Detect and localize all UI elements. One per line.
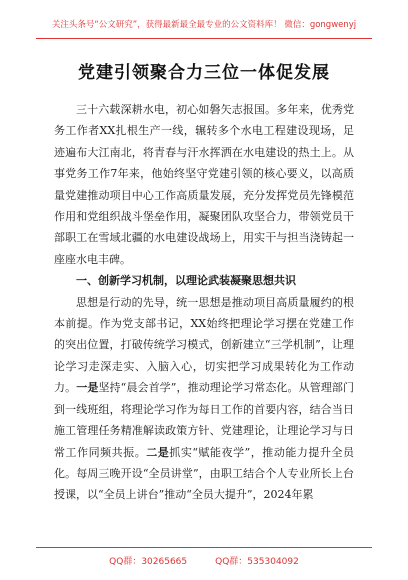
footer-divider xyxy=(36,547,372,548)
point-one-text: 坚持“晨会首学”，推动理论学习常态化。从管理部门到一线班组，将理论学习作为每日工作的首要内容，结合当日施工管理任务精准解读政策方针、党建理论，让理论学习与日常工作同频共振。 xyxy=(54,381,355,459)
point-two-marker: 二是 xyxy=(146,445,170,459)
document-title: 党建引领聚合力三位一体促发展 xyxy=(78,63,330,83)
section-heading-1: 一、创新学习机制，以理论武装凝聚思想共识 xyxy=(76,274,296,288)
footer xyxy=(0,552,408,572)
paragraph-section-1 xyxy=(54,292,354,506)
paragraph-section-1-lead: 思想是行动的先导，统一思想是推动项目高质量履约的根本前提。作为党支部书记，XX始终把理论学习摆在党建工作的突出位置，打破传统学习模式，创新建立“三学机制”，让理论学习走深走实、入脑入心，切实把学习成果转化为工作动力。 xyxy=(54,295,354,395)
point-one-marker: 一是 xyxy=(76,381,99,395)
header-banner: 关注头条号“公文研究”，获得最新最全最专业的公文资料库！ 微信：gongwenyj xyxy=(51,20,357,30)
footer-qq-group-2: QQ群：535304092 xyxy=(215,557,299,567)
point-two-text: 抓实“赋能夜学”，推动能力提升全员化。每周三晚开设“全员讲堂”，由职工结合个人专业所长上台授课，以“全员上讲台”推动“全员大提升”，2024年累 xyxy=(54,445,355,502)
footer-qq-group-1: QQ群：30265665 xyxy=(109,557,188,567)
paragraph-intro: 三十六载深耕水电，初心如磐矢志报国。多年来，优秀党务工作者XX扎根生产一线，辗转多个水电工程建设现场，足迹遍布大江南北，将青春与汗水挥洒在水电建设的热土上。从事党务工作7年来，他始终坚守党建引领的核心要义，以高质量党建推动项目中心工作高质量发展，充分发挥党员先锋模范作用和党组织战斗堡垒作用，凝聚团队攻坚合力，带领党员干部职工在雪域北疆的水电建设战场上，用实干与担当浇铸起一座座水电丰碑。 xyxy=(54,103,354,266)
header-divider xyxy=(36,38,372,39)
document-body xyxy=(54,99,354,506)
